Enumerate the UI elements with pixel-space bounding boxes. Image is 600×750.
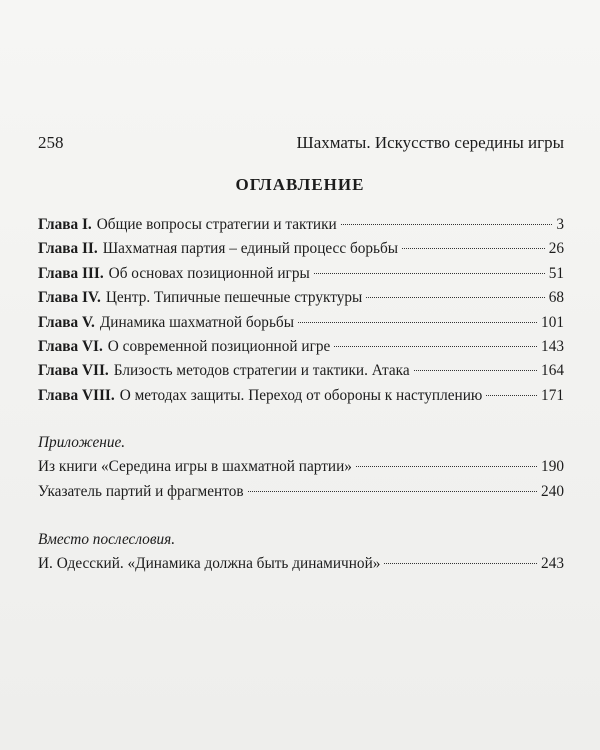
entry-page-number: 143: [541, 337, 564, 355]
dot-leader: [486, 395, 537, 396]
chapter-label: Глава II.: [38, 240, 98, 258]
entry-title: Из книги «Середина игры в шахматной партии»: [38, 458, 352, 476]
dot-leader: [341, 224, 553, 225]
toc-entry: [38, 289, 564, 313]
dot-leader: [334, 346, 537, 347]
entry-title: И. Одесский. «Динамика должна быть динамичной»: [38, 554, 381, 572]
chapter-label: Глава VIII.: [38, 386, 115, 404]
entry-title: Центр. Типичные пешечные структуры: [105, 289, 363, 307]
dot-leader: [366, 297, 544, 298]
dot-leader: [298, 322, 537, 323]
toc-entry: [38, 265, 564, 289]
page-number: 258: [38, 133, 64, 152]
toc-entry: [38, 483, 564, 507]
afterword-heading: Вместо послесловия.: [38, 530, 176, 548]
chapter-label: Глава VI.: [38, 337, 103, 355]
toc-title: ОГЛАВЛЕНИЕ: [235, 175, 365, 194]
entry-title: Об основах позиционной игры: [108, 264, 310, 282]
chapter-list: [38, 216, 564, 411]
afterword-list: [38, 555, 564, 579]
toc-entry: [38, 338, 564, 362]
toc-entry: [38, 314, 564, 338]
running-title: Шахматы. Искусство середины игры: [296, 133, 564, 152]
entry-page-number: 190: [541, 458, 564, 476]
entry-title: Динамика шахматной борьбы: [99, 313, 294, 331]
dot-leader: [248, 491, 537, 492]
toc-entry: [38, 240, 564, 264]
entry-page-number: 26: [548, 240, 564, 258]
entry-title: Общие вопросы стратегии и тактики: [96, 216, 337, 233]
dot-leader: [384, 563, 537, 564]
dot-leader: [356, 466, 537, 467]
table-of-contents: [38, 216, 564, 579]
chapter-label: Глава V.: [38, 313, 95, 331]
entry-page-number: 101: [541, 313, 564, 331]
toc-entry: [38, 362, 564, 386]
entry-page-number: 164: [541, 362, 564, 380]
chapter-label: Глава IV.: [38, 289, 101, 307]
entry-title: Указатель партий и фрагментов: [38, 482, 244, 500]
entry-page-number: 243: [541, 554, 564, 572]
entry-page-number: 68: [548, 289, 564, 307]
entry-page-number: 240: [541, 482, 564, 500]
toc-entry: [38, 387, 564, 411]
page-header: [38, 133, 564, 153]
chapter-label: Глава I.: [38, 216, 92, 233]
dot-leader: [402, 248, 545, 249]
chapter-label: Глава III.: [38, 264, 104, 282]
entry-page-number: 171: [541, 386, 564, 404]
toc-entry: [38, 216, 564, 240]
entry-page-number: 51: [548, 264, 564, 282]
toc-entry: [38, 458, 564, 482]
chapter-label: Глава VII.: [38, 362, 109, 380]
toc-entry: [38, 555, 564, 579]
entry-title: Близость методов стратегии и тактики. Атака: [113, 362, 410, 380]
appendix-heading: Приложение.: [38, 434, 126, 452]
dot-leader: [414, 370, 537, 371]
entry-title: Шахматная партия – единый процесс борьбы: [102, 240, 399, 258]
entry-title: О современной позиционной игре: [107, 337, 331, 355]
entry-page-number: 3: [556, 216, 564, 233]
appendix-list: [38, 458, 564, 507]
entry-title: О методах защиты. Переход от обороны к наступлению: [119, 386, 483, 404]
dot-leader: [314, 273, 545, 274]
